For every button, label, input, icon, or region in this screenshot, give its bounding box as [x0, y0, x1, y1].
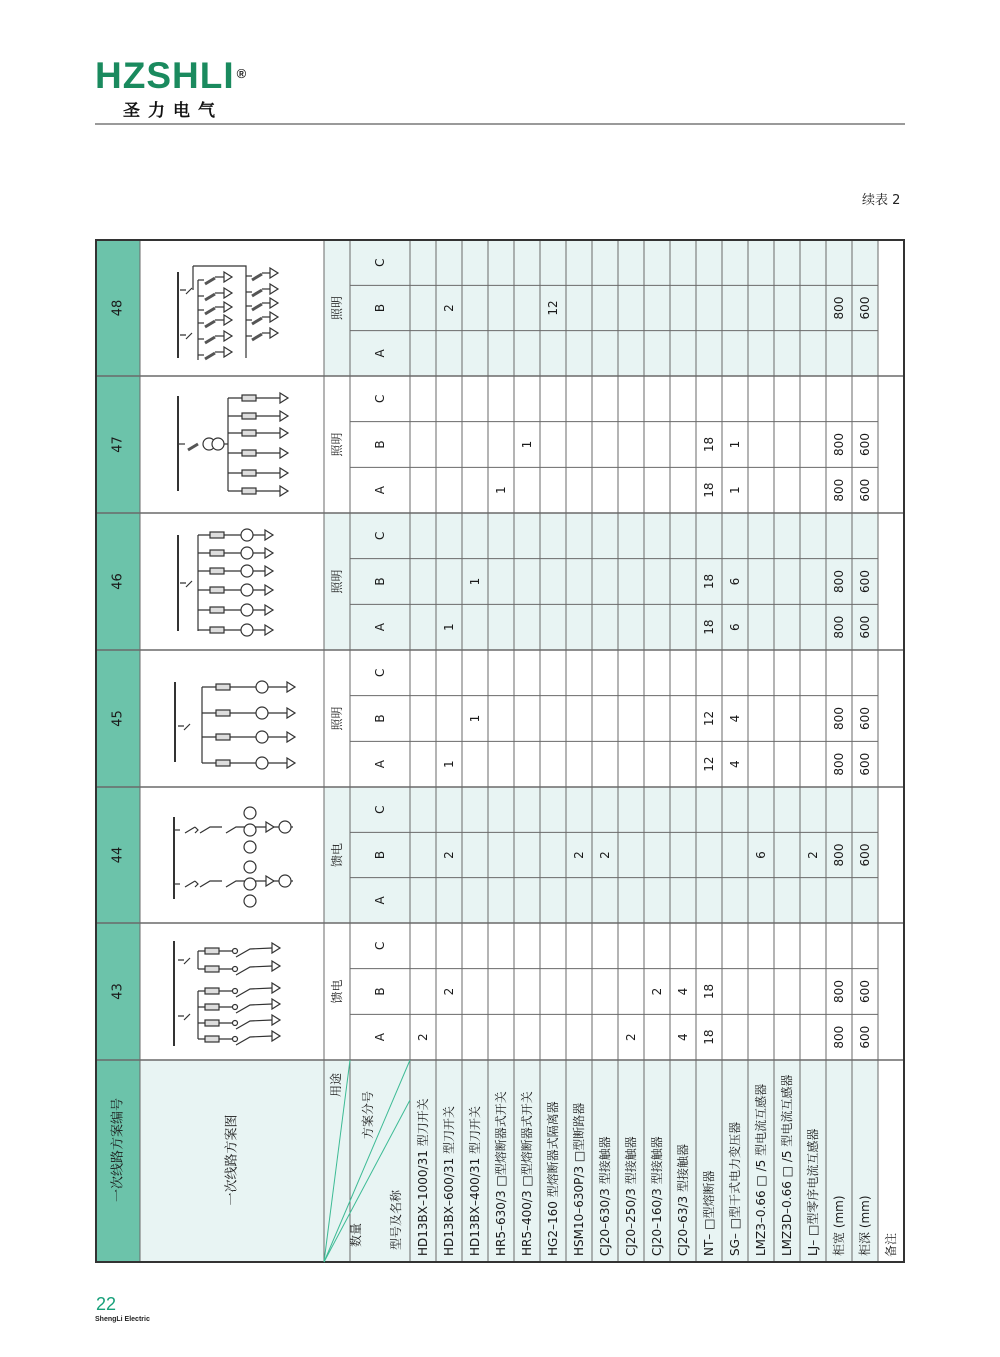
- scheme-number: 47: [110, 436, 126, 453]
- cell-value: 4: [728, 714, 742, 723]
- continued-label: 续表 2: [862, 193, 901, 208]
- cell-value: 2: [572, 851, 586, 859]
- scheme-number: 46: [110, 573, 126, 590]
- item-label: CJ20–250/3 型接触器: [624, 1136, 638, 1256]
- cell-value: 1: [468, 714, 482, 723]
- diagram-header: 一次线路方案图: [224, 1114, 240, 1206]
- subscheme-label: A: [373, 896, 387, 905]
- scheme-number: 48: [110, 299, 126, 317]
- scheme-number: 44: [110, 846, 126, 864]
- item-label: HR5–400/3 □型熔断器式开关: [520, 1091, 534, 1256]
- cell-value: 18: [702, 1029, 716, 1045]
- item-label: HG2–160 型熔断器式隔离器: [546, 1101, 560, 1256]
- cell-value: 600: [858, 296, 872, 320]
- subscheme-label: B: [373, 987, 387, 996]
- scheme-tint: [324, 240, 878, 376]
- cell-value: 1: [728, 486, 742, 494]
- scheme-purpose: 馈电: [330, 842, 344, 868]
- cell-value: 2: [442, 304, 456, 312]
- subscheme-label: B: [373, 577, 387, 586]
- subscheme-label: A: [373, 349, 387, 358]
- scheme-purpose: 照明: [330, 706, 344, 731]
- cell-value: 600: [858, 1025, 872, 1049]
- logo-text: HZSHLI ®: [95, 55, 248, 96]
- item-label: HSM10–630P/3 □型断路器: [572, 1102, 586, 1256]
- item-label: HD13BX–600/31 型刀开关: [442, 1105, 456, 1256]
- cell-value: 800: [832, 478, 846, 502]
- cell-value: 800: [832, 843, 846, 867]
- scheme-purpose: 照明: [330, 295, 344, 321]
- cell-value: 800: [832, 707, 846, 730]
- cell-value: 18: [702, 983, 716, 1000]
- cell-value: 600: [858, 478, 872, 502]
- scheme-number: 43: [110, 983, 126, 1000]
- cell-value: 4: [676, 1033, 690, 1041]
- cell-value: 4: [676, 987, 690, 996]
- cell-value: 12: [702, 710, 716, 727]
- subscheme-label: A: [373, 1033, 387, 1042]
- cell-value: 2: [416, 1033, 430, 1041]
- scheme-purpose: 馈电: [330, 979, 344, 1004]
- subscheme-header: 方案分号: [361, 1090, 375, 1140]
- cell-value: 12: [702, 756, 716, 772]
- cell-value: 600: [858, 615, 872, 639]
- item-label: CJ20–63/3 型接触器: [676, 1144, 690, 1256]
- footer-brand: ShengLi Electric: [95, 1316, 150, 1323]
- cell-value: 1: [442, 623, 456, 631]
- cell-value: 800: [832, 615, 846, 639]
- subscheme-label: C: [373, 394, 387, 404]
- cell-value: 6: [728, 623, 742, 631]
- cell-value: 2: [624, 1033, 638, 1041]
- cell-value: 1: [520, 440, 534, 449]
- item-label: LMZ3D–0.66 □ /5 型电流互感器: [780, 1074, 794, 1256]
- scheme-number: 45: [110, 710, 126, 727]
- subscheme-label: A: [373, 623, 387, 632]
- item-label: 柜宽 (mm): [832, 1195, 846, 1256]
- item-label: LJ– □型零序电流互感器: [806, 1128, 820, 1256]
- cell-value: 18: [702, 482, 716, 498]
- cell-value: 1: [728, 440, 742, 449]
- subscheme-label: B: [373, 714, 387, 723]
- cell-value: 800: [832, 570, 846, 593]
- logo-chinese-name: 圣力电气: [123, 101, 223, 121]
- item-label: CJ20–160/3 型接触器: [650, 1136, 664, 1256]
- subscheme-label: C: [373, 531, 387, 541]
- cell-value: 600: [858, 570, 872, 593]
- cell-value: 18: [702, 573, 716, 590]
- subscheme-label: A: [373, 760, 387, 769]
- subscheme-label: B: [373, 303, 387, 313]
- item-label: HR5–630/3 □型熔断器式开关: [494, 1091, 508, 1256]
- item-label: SG– □型干式电力变压器: [728, 1121, 742, 1256]
- cell-value: 2: [598, 851, 612, 859]
- cell-value: 4: [728, 760, 742, 768]
- cell-value: 600: [858, 433, 872, 456]
- scheme-purpose: 照明: [330, 432, 344, 457]
- cell-value: 18: [702, 619, 716, 635]
- cell-value: 12: [546, 300, 560, 316]
- scheme-number-header: 一次线路方案编号: [110, 1097, 126, 1203]
- model-name-header: 型号及名称: [389, 1189, 403, 1251]
- cell-value: 6: [754, 851, 768, 859]
- subscheme-label: B: [373, 440, 387, 449]
- cell-value: 800: [832, 296, 846, 320]
- purpose-header: 用途: [329, 1072, 343, 1098]
- item-label: 柜深 (mm): [858, 1195, 872, 1256]
- subscheme-label: C: [373, 805, 387, 814]
- cell-value: 600: [858, 752, 872, 776]
- scheme-tint: [324, 513, 878, 650]
- cell-value: 800: [832, 433, 846, 456]
- remarks-label: 备注: [884, 1232, 898, 1258]
- item-label: HD13BX–1000/31 型刀开关: [416, 1098, 430, 1256]
- subscheme-label: B: [373, 850, 387, 860]
- cell-value: 800: [832, 752, 846, 776]
- quantity-header: 数量: [349, 1222, 363, 1248]
- cell-value: 600: [858, 707, 872, 730]
- subscheme-label: A: [373, 486, 387, 495]
- cell-value: 6: [728, 577, 742, 586]
- cell-value: 18: [702, 436, 716, 453]
- subscheme-label: C: [373, 258, 387, 267]
- item-label: HD13BX–400/31 型刀开关: [468, 1105, 482, 1256]
- cell-value: 2: [650, 987, 664, 996]
- cell-value: 1: [468, 577, 482, 586]
- item-label: CJ20–630/3 型接触器: [598, 1136, 612, 1256]
- cell-value: 2: [442, 987, 456, 996]
- cell-value: 2: [442, 851, 456, 859]
- cell-value: 800: [832, 980, 846, 1003]
- cell-value: 1: [442, 760, 456, 768]
- cell-value: 600: [858, 980, 872, 1003]
- cell-value: 1: [494, 486, 508, 494]
- cell-value: 2: [806, 851, 820, 859]
- cell-value: 600: [858, 843, 872, 867]
- registered-mark: ®: [236, 66, 248, 81]
- item-label: NT– □型熔断器: [702, 1170, 716, 1256]
- page-number: 22: [96, 1294, 117, 1314]
- scheme-purpose: 照明: [330, 569, 344, 594]
- cell-value: 800: [832, 1025, 846, 1049]
- subscheme-label: C: [373, 668, 387, 678]
- item-label: LMZ3–0.66 □ /5 型电流互感器: [754, 1083, 768, 1256]
- subscheme-label: C: [373, 941, 387, 951]
